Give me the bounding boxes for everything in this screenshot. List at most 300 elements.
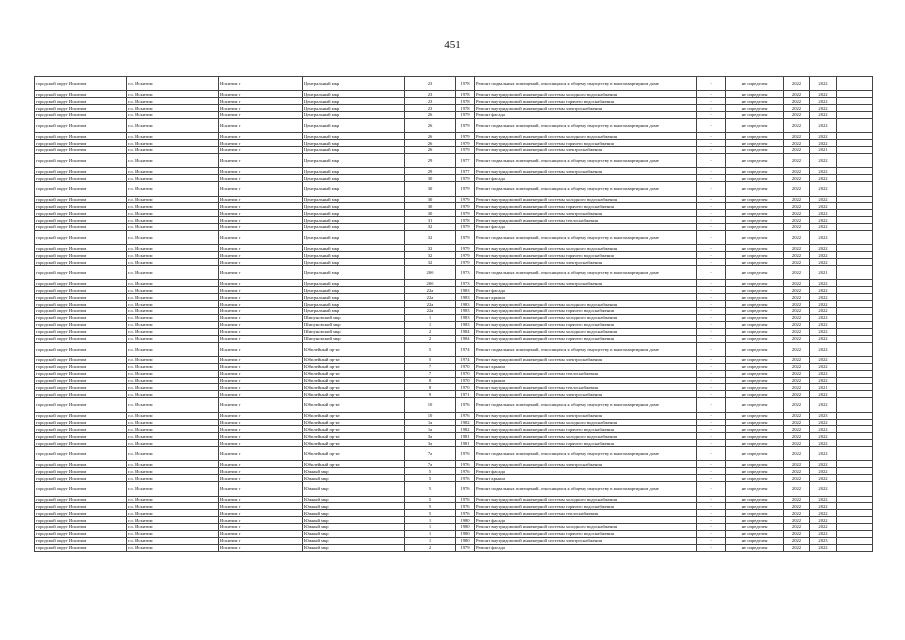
blank-cell bbox=[837, 287, 873, 294]
gorod-cell: г.о. Искитим bbox=[127, 426, 219, 433]
dash-cell: - bbox=[697, 112, 726, 119]
dash-cell: - bbox=[697, 524, 726, 531]
house-cell: 5 bbox=[405, 510, 456, 517]
blank-cell bbox=[837, 210, 873, 217]
fact-year-cell: 2022 bbox=[810, 503, 837, 510]
dash-cell: - bbox=[697, 98, 726, 105]
blank-cell bbox=[837, 168, 873, 175]
year-cell: 1970 bbox=[456, 384, 475, 391]
dash-cell: - bbox=[697, 537, 726, 544]
year-cell: 1976 bbox=[456, 496, 475, 503]
blank-cell bbox=[837, 98, 873, 105]
gorod-cell: г.о. Искитим bbox=[127, 517, 219, 524]
blank-cell bbox=[837, 510, 873, 517]
gorod-cell: г.о. Искитим bbox=[127, 280, 219, 287]
dash-cell: - bbox=[697, 321, 726, 328]
plan-year-cell: 2022 bbox=[784, 537, 810, 544]
blank-cell bbox=[837, 363, 873, 370]
dash-cell: - bbox=[697, 280, 726, 287]
settlement-cell: Искитим г bbox=[219, 447, 303, 461]
fact-year-cell: 2022 bbox=[810, 447, 837, 461]
table-row bbox=[35, 245, 873, 252]
work-type-cell: Ремонт внутридомовой инженерной системы холодного водоснабжения bbox=[475, 245, 697, 252]
work-type-cell: Ремонт внутридомовой инженерной системы горячего водоснабжения bbox=[475, 321, 697, 328]
table-row bbox=[35, 419, 873, 426]
status-cell: не определен bbox=[726, 301, 784, 308]
year-cell: 1976 bbox=[456, 510, 475, 517]
year-cell: 1973 bbox=[456, 266, 475, 280]
fact-year-cell: 2022 bbox=[810, 419, 837, 426]
settlement-cell: Искитим г bbox=[219, 433, 303, 440]
work-type-cell: Ремонт внутридомовой инженерной системы холодного водоснабжения bbox=[475, 314, 697, 321]
blank-cell bbox=[837, 203, 873, 210]
blank-cell bbox=[837, 77, 873, 91]
year-cell: 1976 bbox=[456, 468, 475, 475]
plan-year-cell: 2022 bbox=[784, 154, 810, 168]
table-row bbox=[35, 524, 873, 531]
status-cell: не определен bbox=[726, 210, 784, 217]
status-cell: не определен bbox=[726, 105, 784, 112]
okrug-cell: городской округ Искитим bbox=[35, 168, 127, 175]
settlement-cell: Искитим г bbox=[219, 440, 303, 447]
gorod-cell: г.о. Искитим bbox=[127, 544, 219, 551]
okrug-cell: городской округ Искитим bbox=[35, 308, 127, 315]
street-cell: Южный мкр bbox=[303, 517, 405, 524]
okrug-cell: городской округ Искитим bbox=[35, 426, 127, 433]
year-cell: 1973 bbox=[456, 280, 475, 287]
year-cell: 1971 bbox=[456, 391, 475, 398]
table-row bbox=[35, 77, 873, 91]
work-type-cell: Ремонт внутридомовой инженерной системы горячего водоснабжения bbox=[475, 426, 697, 433]
gorod-cell: г.о. Искитим bbox=[127, 468, 219, 475]
settlement-cell: Искитим г bbox=[219, 154, 303, 168]
table-row bbox=[35, 440, 873, 447]
status-cell: не определен bbox=[726, 496, 784, 503]
street-cell: Юбилейный пр-кт bbox=[303, 426, 405, 433]
dash-cell: - bbox=[697, 419, 726, 426]
gorod-cell: г.о. Искитим bbox=[127, 328, 219, 335]
house-cell: 22а bbox=[405, 308, 456, 315]
okrug-cell: городской округ Искитим bbox=[35, 537, 127, 544]
year-cell: 1979 bbox=[456, 147, 475, 154]
plan-year-cell: 2022 bbox=[784, 482, 810, 496]
table-row bbox=[35, 363, 873, 370]
house-cell: 29 bbox=[405, 154, 456, 168]
plan-year-cell: 2022 bbox=[784, 294, 810, 301]
okrug-cell: городской округ Искитим bbox=[35, 524, 127, 531]
table-row bbox=[35, 356, 873, 363]
fact-year-cell: 2022 bbox=[810, 231, 837, 245]
settlement-cell: Искитим г bbox=[219, 544, 303, 551]
gorod-cell: г.о. Искитим bbox=[127, 252, 219, 259]
year-cell: 1984 bbox=[456, 328, 475, 335]
settlement-cell: Искитим г bbox=[219, 105, 303, 112]
year-cell: 1979 bbox=[456, 182, 475, 196]
gorod-cell: г.о. Искитим bbox=[127, 140, 219, 147]
dash-cell: - bbox=[697, 175, 726, 182]
status-cell: не определен bbox=[726, 140, 784, 147]
plan-year-cell: 2022 bbox=[784, 182, 810, 196]
table-row bbox=[35, 133, 873, 140]
dash-cell: - bbox=[697, 447, 726, 461]
settlement-cell: Искитим г bbox=[219, 224, 303, 231]
okrug-cell: городской округ Искитим bbox=[35, 98, 127, 105]
house-cell: 1 bbox=[405, 314, 456, 321]
table-row bbox=[35, 537, 873, 544]
dash-cell: - bbox=[697, 266, 726, 280]
settlement-cell: Искитим г bbox=[219, 118, 303, 132]
work-type-cell: Ремонт внутридомовой инженерной системы горячего водоснабжения bbox=[475, 252, 697, 259]
fact-year-cell: 2022 bbox=[810, 217, 837, 224]
settlement-cell: Искитим г bbox=[219, 537, 303, 544]
dash-cell: - bbox=[697, 433, 726, 440]
blank-cell bbox=[837, 419, 873, 426]
plan-year-cell: 2022 bbox=[784, 419, 810, 426]
table-row bbox=[35, 301, 873, 308]
blank-cell bbox=[837, 482, 873, 496]
gorod-cell: г.о. Искитим bbox=[127, 321, 219, 328]
blank-cell bbox=[837, 377, 873, 384]
year-cell: 1979 bbox=[456, 544, 475, 551]
status-cell: не определен bbox=[726, 280, 784, 287]
house-cell: 23 bbox=[405, 105, 456, 112]
year-cell: 1983 bbox=[456, 301, 475, 308]
work-type-cell: Ремонт внутридомовой инженерной системы горячего водоснабжения bbox=[475, 530, 697, 537]
dash-cell: - bbox=[697, 182, 726, 196]
blank-cell bbox=[837, 433, 873, 440]
status-cell: не определен bbox=[726, 231, 784, 245]
gorod-cell: г.о. Искитим bbox=[127, 287, 219, 294]
work-type-cell: Ремонт подвальных помещений, относящихся к общему имуществу в многоквартирном доме bbox=[475, 77, 697, 91]
street-cell: Шипуновский мкр bbox=[303, 321, 405, 328]
year-cell: 1982 bbox=[456, 419, 475, 426]
settlement-cell: Искитим г bbox=[219, 496, 303, 503]
blank-cell bbox=[837, 328, 873, 335]
table-row bbox=[35, 503, 873, 510]
house-cell: 30 bbox=[405, 182, 456, 196]
settlement-cell: Искитим г bbox=[219, 133, 303, 140]
dash-cell: - bbox=[697, 440, 726, 447]
table-row bbox=[35, 328, 873, 335]
status-cell: не определен bbox=[726, 544, 784, 551]
settlement-cell: Искитим г bbox=[219, 287, 303, 294]
house-cell: 1 bbox=[405, 517, 456, 524]
dash-cell: - bbox=[697, 294, 726, 301]
plan-year-cell: 2022 bbox=[784, 287, 810, 294]
gorod-cell: г.о. Искитим bbox=[127, 175, 219, 182]
okrug-cell: городской округ Искитим bbox=[35, 154, 127, 168]
gorod-cell: г.о. Искитим bbox=[127, 203, 219, 210]
dash-cell: - bbox=[697, 461, 726, 468]
plan-year-cell: 2022 bbox=[784, 370, 810, 377]
street-cell: Шипуновский мкр bbox=[303, 335, 405, 342]
okrug-cell: городской округ Искитим bbox=[35, 468, 127, 475]
table-row bbox=[35, 294, 873, 301]
gorod-cell: г.о. Искитим bbox=[127, 342, 219, 356]
fact-year-cell: 2022 bbox=[810, 224, 837, 231]
house-cell: 30 bbox=[405, 196, 456, 203]
street-cell: Центральный мкр bbox=[303, 140, 405, 147]
work-type-cell: Ремонт фасада bbox=[475, 175, 697, 182]
street-cell: Юбилейный пр-кт bbox=[303, 356, 405, 363]
dash-cell: - bbox=[697, 314, 726, 321]
plan-year-cell: 2022 bbox=[784, 140, 810, 147]
dash-cell: - bbox=[697, 475, 726, 482]
fact-year-cell: 2021 bbox=[810, 147, 837, 154]
street-cell: Центральный мкр bbox=[303, 245, 405, 252]
fact-year-cell: 2022 bbox=[810, 105, 837, 112]
gorod-cell: г.о. Искитим bbox=[127, 530, 219, 537]
street-cell: Центральный мкр bbox=[303, 77, 405, 91]
street-cell: Центральный мкр bbox=[303, 105, 405, 112]
settlement-cell: Искитим г bbox=[219, 398, 303, 412]
dash-cell: - bbox=[697, 210, 726, 217]
street-cell: Южный мкр bbox=[303, 544, 405, 551]
table-row bbox=[35, 308, 873, 315]
status-cell: не определен bbox=[726, 328, 784, 335]
okrug-cell: городской округ Искитим bbox=[35, 210, 127, 217]
street-cell: Центральный мкр bbox=[303, 210, 405, 217]
street-cell: Юбилейный пр-кт bbox=[303, 419, 405, 426]
gorod-cell: г.о. Искитим bbox=[127, 301, 219, 308]
house-cell: 7а bbox=[405, 461, 456, 468]
status-cell: не определен bbox=[726, 461, 784, 468]
dash-cell: - bbox=[697, 482, 726, 496]
status-cell: не определен bbox=[726, 377, 784, 384]
dash-cell: - bbox=[697, 328, 726, 335]
year-cell: 1979 bbox=[456, 112, 475, 119]
table-row bbox=[35, 217, 873, 224]
okrug-cell: городской округ Искитим bbox=[35, 182, 127, 196]
blank-cell bbox=[837, 461, 873, 468]
plan-year-cell: 2022 bbox=[784, 461, 810, 468]
street-cell: Центральный мкр bbox=[303, 287, 405, 294]
fact-year-cell: 2022 bbox=[810, 98, 837, 105]
street-cell: Центральный мкр bbox=[303, 217, 405, 224]
blank-cell bbox=[837, 384, 873, 391]
blank-cell bbox=[837, 391, 873, 398]
street-cell: Центральный мкр bbox=[303, 91, 405, 98]
gorod-cell: г.о. Искитим bbox=[127, 118, 219, 132]
year-cell: 1979 bbox=[456, 259, 475, 266]
table-row bbox=[35, 287, 873, 294]
okrug-cell: городской округ Искитим bbox=[35, 475, 127, 482]
fact-year-cell: 2022 bbox=[810, 118, 837, 132]
fact-year-cell: 2022 bbox=[810, 335, 837, 342]
dash-cell: - bbox=[697, 544, 726, 551]
plan-year-cell: 2022 bbox=[784, 426, 810, 433]
status-cell: не определен bbox=[726, 175, 784, 182]
fact-year-cell: 2022 bbox=[810, 321, 837, 328]
table-row bbox=[35, 482, 873, 496]
settlement-cell: Искитим г bbox=[219, 280, 303, 287]
settlement-cell: Искитим г bbox=[219, 147, 303, 154]
table-row bbox=[35, 91, 873, 98]
dash-cell: - bbox=[697, 398, 726, 412]
plan-year-cell: 2022 bbox=[784, 252, 810, 259]
status-cell: не определен bbox=[726, 98, 784, 105]
settlement-cell: Искитим г bbox=[219, 377, 303, 384]
dash-cell: - bbox=[697, 370, 726, 377]
settlement-cell: Искитим г bbox=[219, 419, 303, 426]
dash-cell: - bbox=[697, 154, 726, 168]
status-cell: не определен bbox=[726, 412, 784, 419]
blank-cell bbox=[837, 224, 873, 231]
work-type-cell: Ремонт подвальных помещений, относящихся к общему имуществу в многоквартирном доме bbox=[475, 118, 697, 132]
street-cell: Юбилейный пр-кт bbox=[303, 412, 405, 419]
year-cell: 1976 bbox=[456, 447, 475, 461]
house-cell: 3а bbox=[405, 440, 456, 447]
work-type-cell: Ремонт подвальных помещений, относящихся к общему имуществу в многоквартирном доме bbox=[475, 342, 697, 356]
fact-year-cell: 2021 bbox=[810, 384, 837, 391]
house-cell: 9 bbox=[405, 391, 456, 398]
work-type-cell: Ремонт подвальных помещений, относящихся к общему имуществу в многоквартирном доме bbox=[475, 447, 697, 461]
fact-year-cell: 2022 bbox=[810, 196, 837, 203]
blank-cell bbox=[837, 154, 873, 168]
fact-year-cell: 2023 bbox=[810, 537, 837, 544]
plan-year-cell: 2022 bbox=[784, 377, 810, 384]
work-type-cell: Ремонт внутридомовой инженерной системы электроснабжения bbox=[475, 280, 697, 287]
table-row bbox=[35, 461, 873, 468]
plan-year-cell: 2022 bbox=[784, 398, 810, 412]
work-type-cell: Ремонт внутридомовой инженерной системы холодного водоснабжения bbox=[475, 91, 697, 98]
house-cell: 23 bbox=[405, 77, 456, 91]
fact-year-cell: 2022 bbox=[810, 433, 837, 440]
plan-year-cell: 2022 bbox=[784, 147, 810, 154]
table-row bbox=[35, 447, 873, 461]
plan-year-cell: 2022 bbox=[784, 175, 810, 182]
year-cell: 1978 bbox=[456, 98, 475, 105]
fact-year-cell: 2022 bbox=[810, 210, 837, 217]
okrug-cell: городской округ Искитим bbox=[35, 175, 127, 182]
status-cell: не определен bbox=[726, 391, 784, 398]
year-cell: 1978 bbox=[456, 77, 475, 91]
house-cell: 26 bbox=[405, 118, 456, 132]
fact-year-cell: 2023 bbox=[810, 412, 837, 419]
year-cell: 1983 bbox=[456, 287, 475, 294]
dash-cell: - bbox=[697, 252, 726, 259]
street-cell: Центральный мкр bbox=[303, 133, 405, 140]
street-cell: Юбилейный пр-кт bbox=[303, 384, 405, 391]
street-cell: Центральный мкр bbox=[303, 301, 405, 308]
settlement-cell: Искитим г bbox=[219, 482, 303, 496]
plan-year-cell: 2022 bbox=[784, 314, 810, 321]
blank-cell bbox=[837, 517, 873, 524]
okrug-cell: городской округ Искитим bbox=[35, 447, 127, 461]
work-type-cell: Ремонт внутридомовой инженерной системы холодного водоснабжения bbox=[475, 133, 697, 140]
blank-cell bbox=[837, 280, 873, 287]
plan-year-cell: 2022 bbox=[784, 335, 810, 342]
fact-year-cell: 2022 bbox=[810, 252, 837, 259]
fact-year-cell: 2022 bbox=[810, 259, 837, 266]
year-cell: 1980 bbox=[456, 537, 475, 544]
house-cell: 26 bbox=[405, 112, 456, 119]
year-cell: 1976 bbox=[456, 482, 475, 496]
status-cell: не определен bbox=[726, 203, 784, 210]
dash-cell: - bbox=[697, 224, 726, 231]
okrug-cell: городской округ Искитим bbox=[35, 118, 127, 132]
year-cell: 1970 bbox=[456, 363, 475, 370]
year-cell: 1979 bbox=[456, 175, 475, 182]
gorod-cell: г.о. Искитим bbox=[127, 308, 219, 315]
work-type-cell: Ремонт внутридомовой инженерной системы холодного водоснабжения bbox=[475, 301, 697, 308]
status-cell: не определен bbox=[726, 503, 784, 510]
year-cell: 1976 bbox=[456, 398, 475, 412]
blank-cell bbox=[837, 133, 873, 140]
house-cell: 32 bbox=[405, 259, 456, 266]
fact-year-cell: 2022 bbox=[810, 133, 837, 140]
work-type-cell: Ремонт внутридомовой инженерной системы электроснабжения bbox=[475, 412, 697, 419]
street-cell: Центральный мкр bbox=[303, 231, 405, 245]
gorod-cell: г.о. Искитим bbox=[127, 217, 219, 224]
work-type-cell: Ремонт фасада bbox=[475, 468, 697, 475]
house-cell: 5 bbox=[405, 468, 456, 475]
gorod-cell: г.о. Искитим bbox=[127, 537, 219, 544]
okrug-cell: городской округ Искитим bbox=[35, 461, 127, 468]
blank-cell bbox=[837, 496, 873, 503]
okrug-cell: городской округ Искитим bbox=[35, 259, 127, 266]
gorod-cell: г.о. Искитим bbox=[127, 433, 219, 440]
settlement-cell: Искитим г bbox=[219, 217, 303, 224]
work-type-cell: Ремонт внутридомовой инженерной системы теплоснабжения bbox=[475, 370, 697, 377]
table-row bbox=[35, 468, 873, 475]
table-row bbox=[35, 544, 873, 551]
gorod-cell: г.о. Искитим bbox=[127, 503, 219, 510]
street-cell: Центральный мкр bbox=[303, 98, 405, 105]
settlement-cell: Искитим г bbox=[219, 294, 303, 301]
street-cell: Центральный мкр bbox=[303, 196, 405, 203]
table-row bbox=[35, 224, 873, 231]
street-cell: Центральный мкр bbox=[303, 266, 405, 280]
street-cell: Центральный мкр bbox=[303, 112, 405, 119]
fact-year-cell: 2022 bbox=[810, 524, 837, 531]
okrug-cell: городской округ Искитим bbox=[35, 287, 127, 294]
house-cell: 2 bbox=[405, 328, 456, 335]
status-cell: не определен bbox=[726, 168, 784, 175]
dash-cell: - bbox=[697, 517, 726, 524]
plan-year-cell: 2022 bbox=[784, 321, 810, 328]
street-cell: Юбилейный пр-кт bbox=[303, 433, 405, 440]
gorod-cell: г.о. Искитим bbox=[127, 419, 219, 426]
repair-schedule-table bbox=[34, 76, 873, 552]
gorod-cell: г.о. Искитим bbox=[127, 391, 219, 398]
street-cell: Южный мкр bbox=[303, 482, 405, 496]
dash-cell: - bbox=[697, 118, 726, 132]
house-cell: 5 bbox=[405, 475, 456, 482]
work-type-cell: Ремонт внутридомовой инженерной системы теплоснабжения bbox=[475, 510, 697, 517]
table-row bbox=[35, 426, 873, 433]
work-type-cell: Ремонт внутридомовой инженерной системы горячего водоснабжения bbox=[475, 335, 697, 342]
house-cell: 1 bbox=[405, 321, 456, 328]
dash-cell: - bbox=[697, 377, 726, 384]
settlement-cell: Искитим г bbox=[219, 259, 303, 266]
settlement-cell: Искитим г bbox=[219, 140, 303, 147]
work-type-cell: Ремонт внутридомовой инженерной системы электроснабжения bbox=[475, 537, 697, 544]
status-cell: не определен bbox=[726, 266, 784, 280]
work-type-cell: Ремонт фасада bbox=[475, 517, 697, 524]
house-cell: 2 bbox=[405, 335, 456, 342]
house-cell: 7 bbox=[405, 363, 456, 370]
status-cell: не определен bbox=[726, 475, 784, 482]
year-cell: 1979 bbox=[456, 140, 475, 147]
table-row bbox=[35, 147, 873, 154]
fact-year-cell: 2022 bbox=[810, 140, 837, 147]
blank-cell bbox=[837, 447, 873, 461]
blank-cell bbox=[837, 426, 873, 433]
settlement-cell: Искитим г bbox=[219, 231, 303, 245]
street-cell: Южный мкр bbox=[303, 530, 405, 537]
status-cell: не определен bbox=[726, 217, 784, 224]
